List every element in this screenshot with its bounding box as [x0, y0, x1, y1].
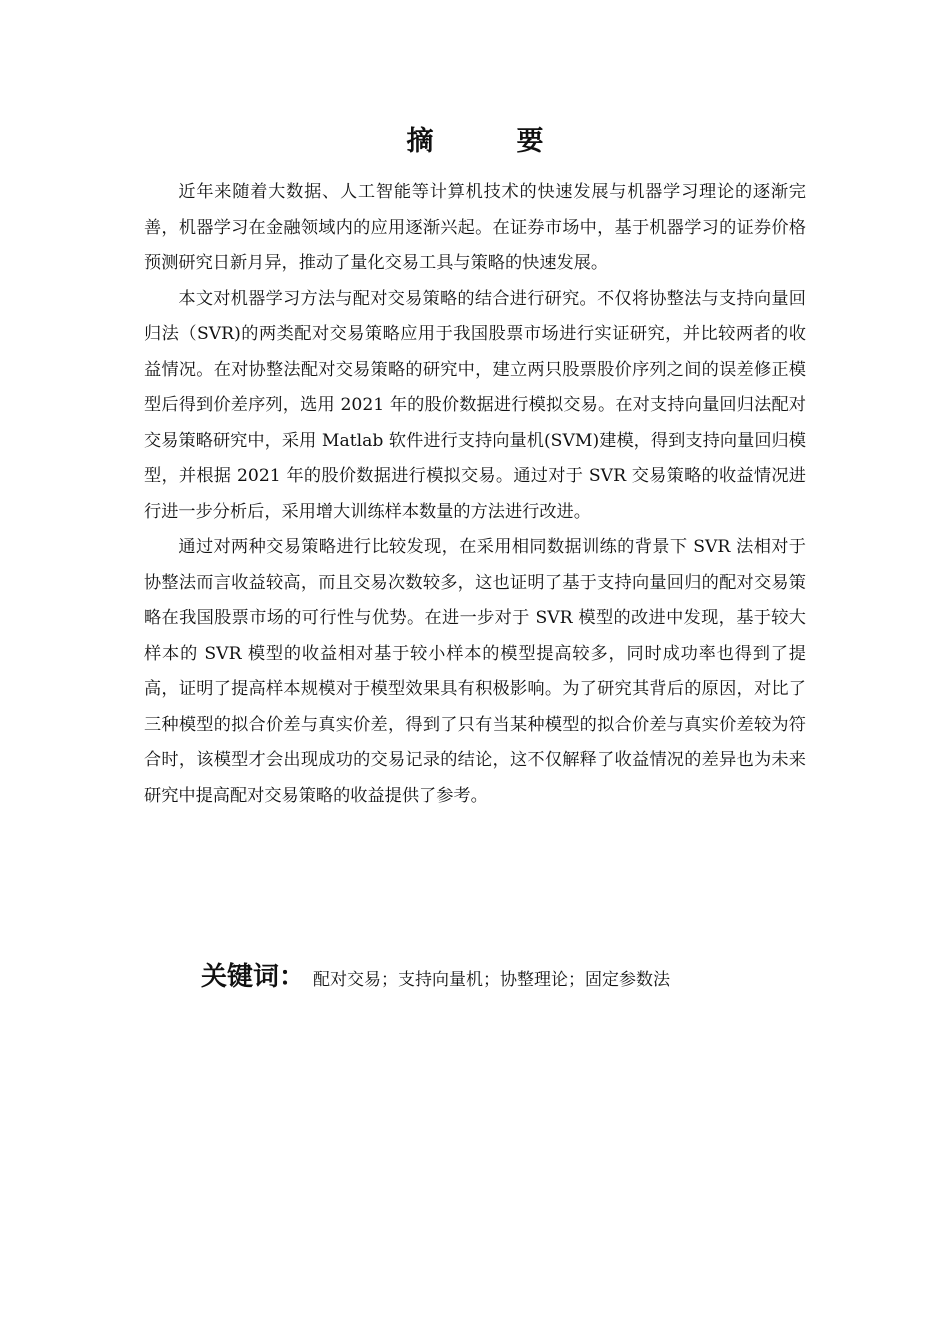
abstract-paragraph-3: 通过对两种交易策略进行比较发现，在采用相同数据训练的背景下 SVR 法相对于协整法而言收益较高，而且交易次数较多，这也证明了基于支持向量回归的配对交易策略在我国股票市场的可行性与优势。在进一步对于 SVR 模型的改进中发现，基于较大样本的 SVR 模型的收益相对基于较小样本的模型提高较多，同时成功率也得到了提高，证明了提高样本规模对于模型效果具有积极影响。为了研究其背后的原因，对比了三种模型的拟合价差与真实价差，得到了只有当某种模型的拟合价差与真实价差较为符合时，该模型才会出现成功的交易记录的结论，这不仅解释了收益情况的差异也为未来研究中提高配对交易策略的收益提供了参考。: [144, 537, 806, 806]
abstract-paragraph-2: 本文对机器学习方法与配对交易策略的结合进行研究。不仅将协整法与支持向量回归法（SVR)的两类配对交易策略应用于我国股票市场进行实证研究，并比较两者的收益情况。在对协整法配对交易策略的研究中，建立两只股票股价序列之间的误差修正模型后得到价差序列，选用 2021 年的股价数据进行模拟交易。在对支持向量回归法配对交易策略研究中，采用 Matlab 软件进行支持向量机(SVM)建模，得到支持向量回归模型，并根据 2021 年的股价数据进行模拟交易。通过对于 SVR 交易策略的收益情况进行进一步分析后，采用增大训练样本数量的方法进行改进。: [144, 288, 806, 522]
keywords-label: 关键词：: [201, 962, 306, 992]
abstract-title: 摘 要: [406, 126, 572, 157]
keywords-list: 配对交易；支持向量机；协整理论；固定参数法: [313, 970, 671, 990]
keywords-line: [201, 955, 821, 1002]
abstract-paragraph-1: 近年来随着大数据、人工智能等计算机技术的快速发展与机器学习理论的逐渐完善，机器学习在金融领域内的应用逐渐兴起。在证券市场中，基于机器学习的证券价格预测研究日新月异，推动了量化交易工具与策略的快速发展。: [144, 182, 806, 273]
abstract-body: [144, 175, 806, 814]
